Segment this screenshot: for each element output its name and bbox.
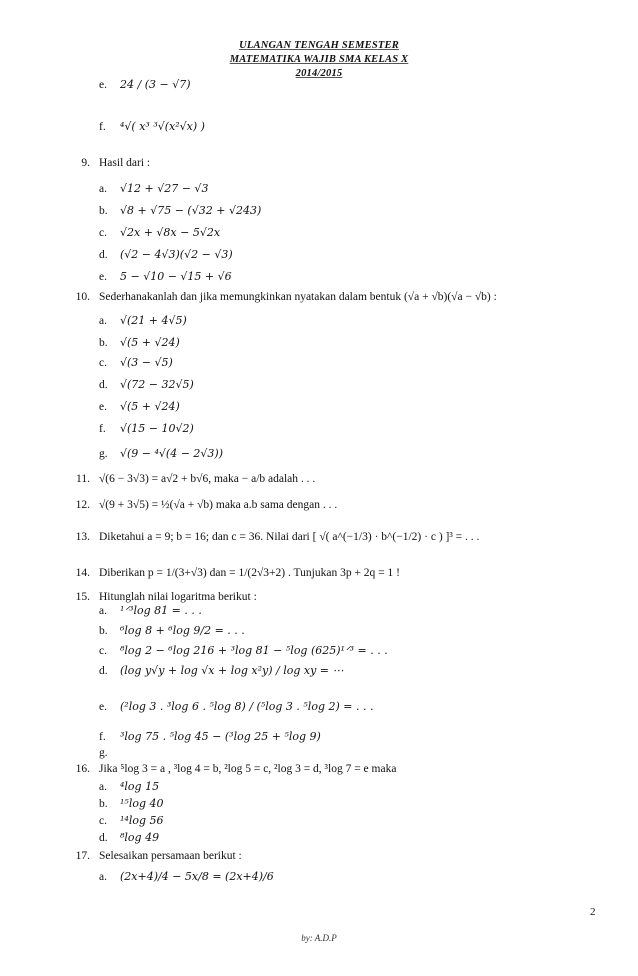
option-label: c.: [99, 815, 107, 827]
header-year: 2014/2015: [295, 68, 343, 79]
option-label: f.: [99, 731, 106, 743]
option-label: e.: [99, 271, 107, 283]
question-number: 9.: [81, 157, 90, 169]
question-text: Jika ⁵log 3 = a , ³log 4 = b, ²log 5 = c, ²log 3 = d, ³log 7 = e maka: [99, 763, 397, 775]
option-expression: ⁸log 2 − ⁶log 216 + ³log 81 − ⁵log (625)¹ᐟ³ = . . .: [120, 644, 388, 657]
option-label: c.: [99, 645, 107, 657]
option-expression: √(9 − ⁴√(4 − 2√3)): [120, 447, 224, 460]
option-label: a.: [99, 605, 107, 617]
option-expression: √(72 − 32√5): [120, 378, 194, 391]
option-expression: √(15 − 10√2): [120, 422, 194, 435]
question-number: 14.: [75, 567, 90, 579]
option-label: b.: [99, 798, 108, 810]
option-label: g.: [99, 448, 108, 460]
option-expression: 5 − √10 − √15 + √6: [120, 270, 232, 283]
option-expression: √(3 − √5): [120, 356, 173, 369]
option-label: g.: [99, 747, 108, 759]
option-label: a.: [99, 871, 107, 883]
option-expression: ⁸log 49: [120, 831, 160, 844]
option-label: b.: [99, 205, 108, 217]
question-text: Sederhanakanlah dan jika memungkinkan nyatakan dalam bentuk (√a + √b)(√a − √b) :: [99, 291, 497, 303]
question-text: Diberikan p = 1/(3+√3) dan = 1/(2√3+2) . Tunjukan 3p + 2q = 1 !: [99, 567, 400, 579]
question-number: 17.: [75, 850, 90, 862]
option-expression: ⁴√( x³ ³√(x²√x) ): [120, 120, 205, 133]
option-label: a.: [99, 781, 107, 793]
option-label: e.: [99, 701, 107, 713]
option-label: f.: [99, 423, 106, 435]
option-label: d.: [99, 249, 108, 261]
option-expression: (2x+4)/4 − 5x/8 = (2x+4)/6: [120, 870, 274, 883]
option-label: c.: [99, 227, 107, 239]
option-expression: (√2 − 4√3)(√2 − √3): [120, 248, 233, 261]
option-expression: (log y√y + log √x + log x²y) / log xy = ⋯: [120, 664, 344, 677]
question-text: √(9 + 3√5) = ½(√a + √b) maka a.b sama dengan . . .: [99, 499, 338, 511]
option-label: b.: [99, 337, 108, 349]
question-text: Hasil dari :: [99, 157, 151, 169]
option-expression: √(5 + √24): [120, 400, 180, 413]
option-expression: ¹ᐟ³log 81 = . . .: [120, 604, 202, 617]
question-number: 12.: [75, 499, 90, 511]
option-expression: 24 / (3 − √7): [120, 78, 191, 91]
option-label: d.: [99, 665, 108, 677]
option-expression: ¹⁵log 40: [120, 797, 164, 810]
option-expression: √8 + √75 − (√32 + √243): [120, 204, 262, 217]
option-label: a.: [99, 315, 107, 327]
question-text: Hitunglah nilai logaritma berikut :: [99, 591, 257, 603]
question-number: 10.: [75, 291, 90, 303]
question-number: 16.: [75, 763, 90, 775]
question-number: 11.: [76, 473, 90, 485]
question-number: 13.: [75, 531, 90, 543]
option-label: f.: [99, 121, 106, 133]
option-label: e.: [99, 79, 107, 91]
option-expression: √(5 + √24): [120, 336, 180, 349]
footer-author: by: A.D.P: [301, 933, 337, 943]
question-number: 15.: [75, 591, 90, 603]
option-expression: √2x + √8x − 5√2x: [120, 226, 221, 239]
header-subtitle: MATEMATIKA WAJIB SMA KELAS X: [229, 54, 409, 65]
question-text: √(6 − 3√3) = a√2 + b√6, maka − a/b adalah . . .: [99, 473, 316, 485]
question-text: Diketahui a = 9; b = 16; dan c = 36. Nilai dari [ √( a^(−1/3) · b^(−1/2) · c ) ]³ = . . .: [99, 531, 480, 543]
option-expression: ⁴log 15: [120, 780, 160, 793]
header-title: ULANGAN TENGAH SEMESTER: [239, 40, 399, 51]
option-expression: ¹⁴log 56: [120, 814, 164, 827]
option-label: a.: [99, 183, 107, 195]
option-label: b.: [99, 625, 108, 637]
option-label: e.: [99, 401, 107, 413]
option-expression: ³log 75 . ⁵log 45 − (³log 25 + ⁵log 9): [120, 730, 321, 743]
option-expression: √(21 + 4√5): [120, 314, 187, 327]
option-expression: √12 + √27 − √3: [120, 182, 209, 195]
page-number: 2: [590, 906, 596, 918]
option-label: d.: [99, 379, 108, 391]
option-expression: ⁶log 8 + ⁶log 9/2 = . . .: [120, 624, 245, 637]
option-label: c.: [99, 357, 107, 369]
option-label: d.: [99, 832, 108, 844]
question-text: Selesaikan persamaan berikut :: [99, 850, 242, 862]
option-expression: (²log 3 . ³log 6 . ⁵log 8) / (⁵log 3 . ⁵log 2) = . . .: [120, 700, 374, 713]
